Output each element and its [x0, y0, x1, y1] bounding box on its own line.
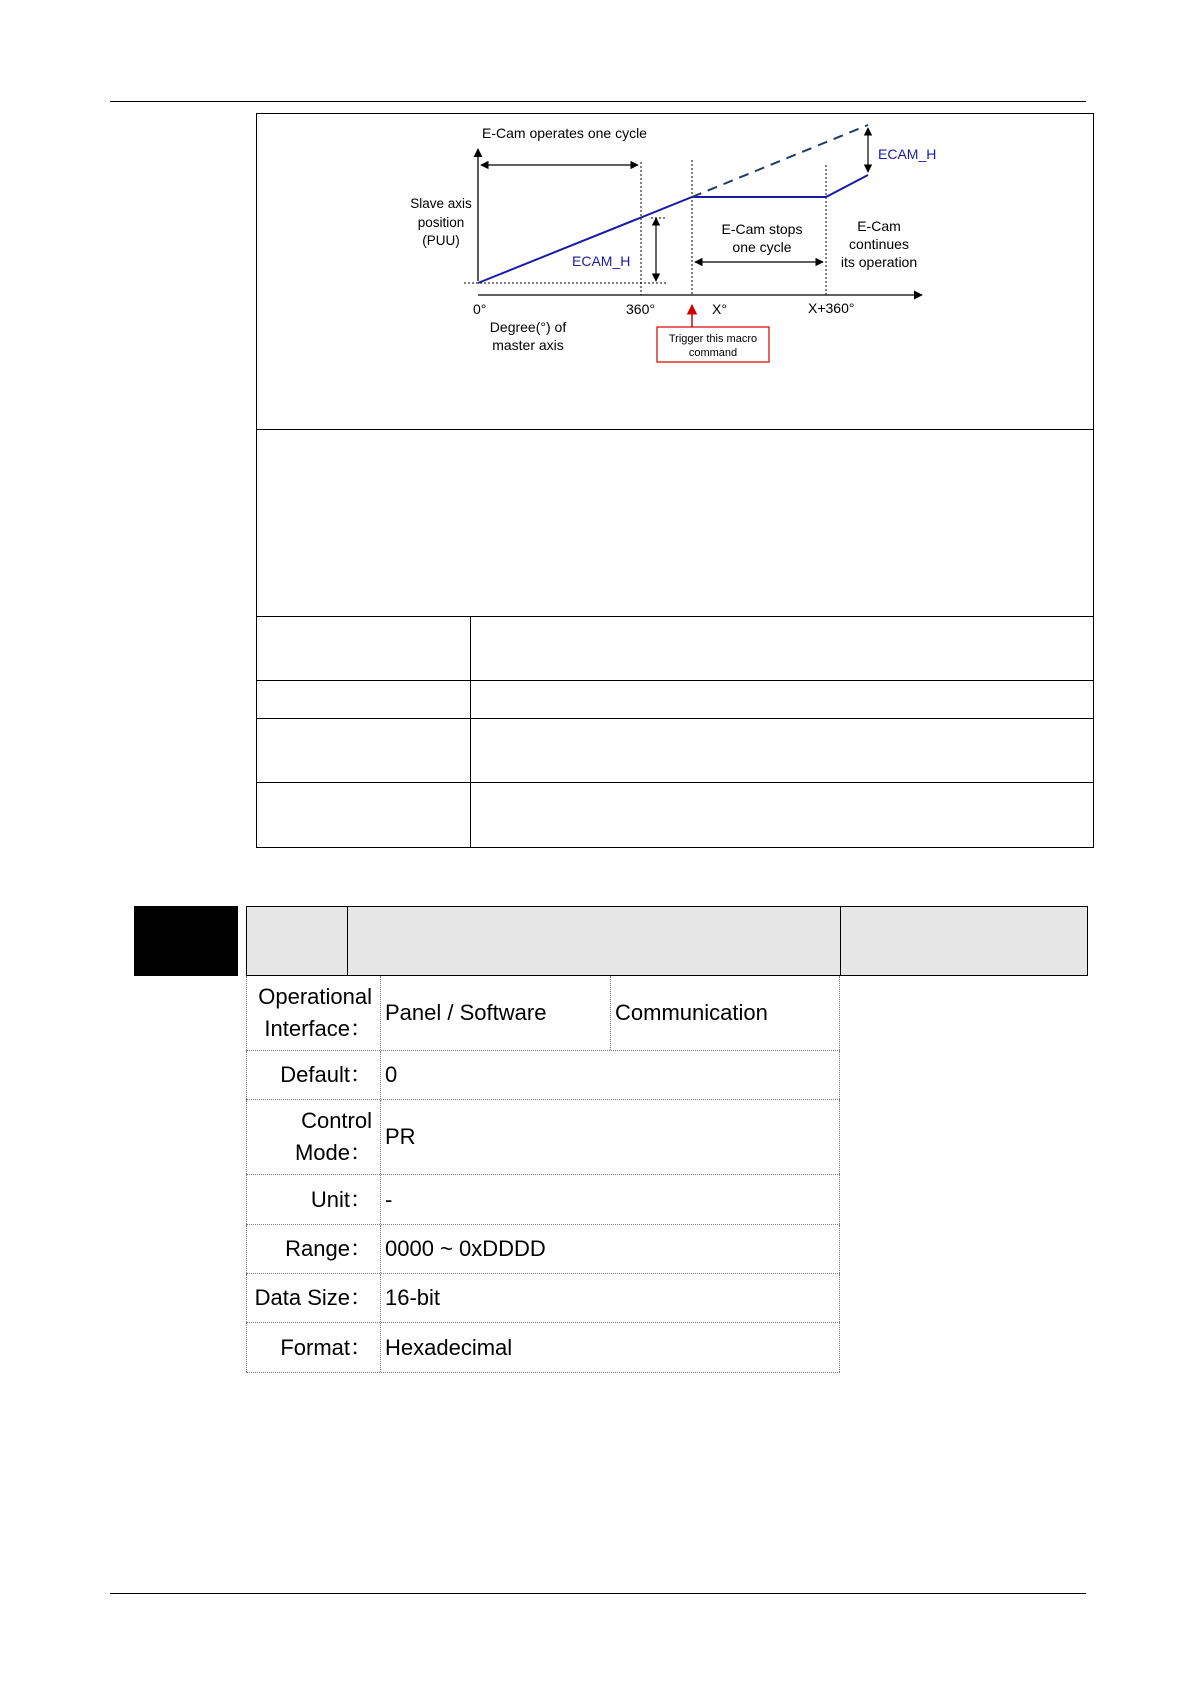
- ecam-diagram: [256, 113, 1094, 429]
- value-communication: [611, 976, 840, 1050]
- label-operational-interface: [246, 976, 381, 1050]
- parameter-header-cell-code: [246, 906, 348, 976]
- value-text: -: [385, 1186, 393, 1212]
- continues-label-2: continues: [849, 236, 909, 252]
- table-divider: [256, 680, 1094, 681]
- label-line: Format：: [280, 1334, 372, 1360]
- value-default: [381, 1051, 840, 1099]
- value-control-mode: [381, 1100, 840, 1174]
- table-divider: [256, 616, 1094, 617]
- parameter-header-cell-name: [347, 906, 841, 976]
- parameter-header-cell-address: [840, 906, 1088, 976]
- label-line: Range：: [285, 1236, 372, 1261]
- stops-label-1: E-Cam stops: [721, 221, 803, 237]
- x-axis-label-1: Degree(°) of: [489, 319, 567, 335]
- label-line: Unit：: [310, 1186, 372, 1212]
- row-format: [246, 1323, 840, 1373]
- value-text: Communication: [615, 1000, 768, 1025]
- value-text: 0: [385, 1062, 398, 1087]
- trigger-label-1: Trigger this macro: [668, 333, 758, 345]
- row-range: [246, 1225, 840, 1274]
- value-data-size: [381, 1274, 840, 1322]
- parameter-tab-marker: [134, 906, 238, 976]
- tick-360: 360°: [626, 301, 655, 317]
- label-line: Operational: [258, 984, 372, 1009]
- value-text: Hexadecimal: [385, 1334, 513, 1360]
- tick-x: X°: [712, 301, 727, 317]
- table-column-divider: [470, 616, 471, 848]
- label-data-size: [246, 1274, 381, 1322]
- label-control-mode: [246, 1100, 381, 1174]
- y-axis-label-2: position: [417, 215, 465, 230]
- label-line: Mode：: [294, 1140, 372, 1165]
- stops-label-2: one cycle: [732, 239, 792, 255]
- row-unit: [246, 1175, 840, 1225]
- ecam-dashed-continuation: [692, 125, 868, 197]
- label-line: Default：: [280, 1062, 372, 1087]
- value-range: [381, 1225, 840, 1273]
- table-divider: [256, 429, 1094, 430]
- label-line: Interface：: [264, 1016, 372, 1041]
- y-axis-label-1: Slave axis: [410, 196, 472, 211]
- label-default: [246, 1051, 381, 1099]
- ecam-profile-line: [478, 175, 868, 283]
- trigger-label-2: command: [688, 347, 738, 359]
- x-axis-label-2: master axis: [492, 337, 564, 353]
- table-divider: [256, 782, 1094, 783]
- header-rule: [110, 101, 1086, 102]
- row-data-size: [246, 1274, 840, 1323]
- table-divider: [256, 718, 1094, 719]
- value-format: [381, 1323, 840, 1372]
- value-unit: [381, 1175, 840, 1224]
- value-text: 16-bit: [385, 1285, 441, 1310]
- footer-rule: [110, 1593, 1086, 1594]
- label-range: [246, 1225, 381, 1273]
- tick-0: 0°: [473, 301, 487, 317]
- continues-label-3: its operation: [840, 254, 918, 270]
- row-control-mode: [246, 1100, 840, 1175]
- value-text: Panel / Software: [385, 1000, 547, 1025]
- value-panel-software: [381, 976, 611, 1050]
- ecam-h-left-label: ECAM_H: [572, 253, 631, 269]
- y-axis-label-3: (PUU): [422, 233, 460, 248]
- label-format: [246, 1323, 381, 1372]
- diagram-title: E-Cam operates one cycle: [482, 125, 647, 141]
- ecam-h-right-label: ECAM_H: [878, 146, 937, 162]
- label-line: Data Size：: [254, 1285, 372, 1310]
- value-text: 0000 ~ 0xDDDD: [385, 1236, 546, 1261]
- row-operational-interface: [246, 976, 840, 1051]
- tick-x-360: X+360°: [808, 300, 855, 316]
- row-default: [246, 1051, 840, 1100]
- value-text: PR: [385, 1124, 416, 1149]
- continues-label-1: E-Cam: [857, 218, 901, 234]
- label-line: Control: [301, 1108, 372, 1133]
- label-unit: [246, 1175, 381, 1224]
